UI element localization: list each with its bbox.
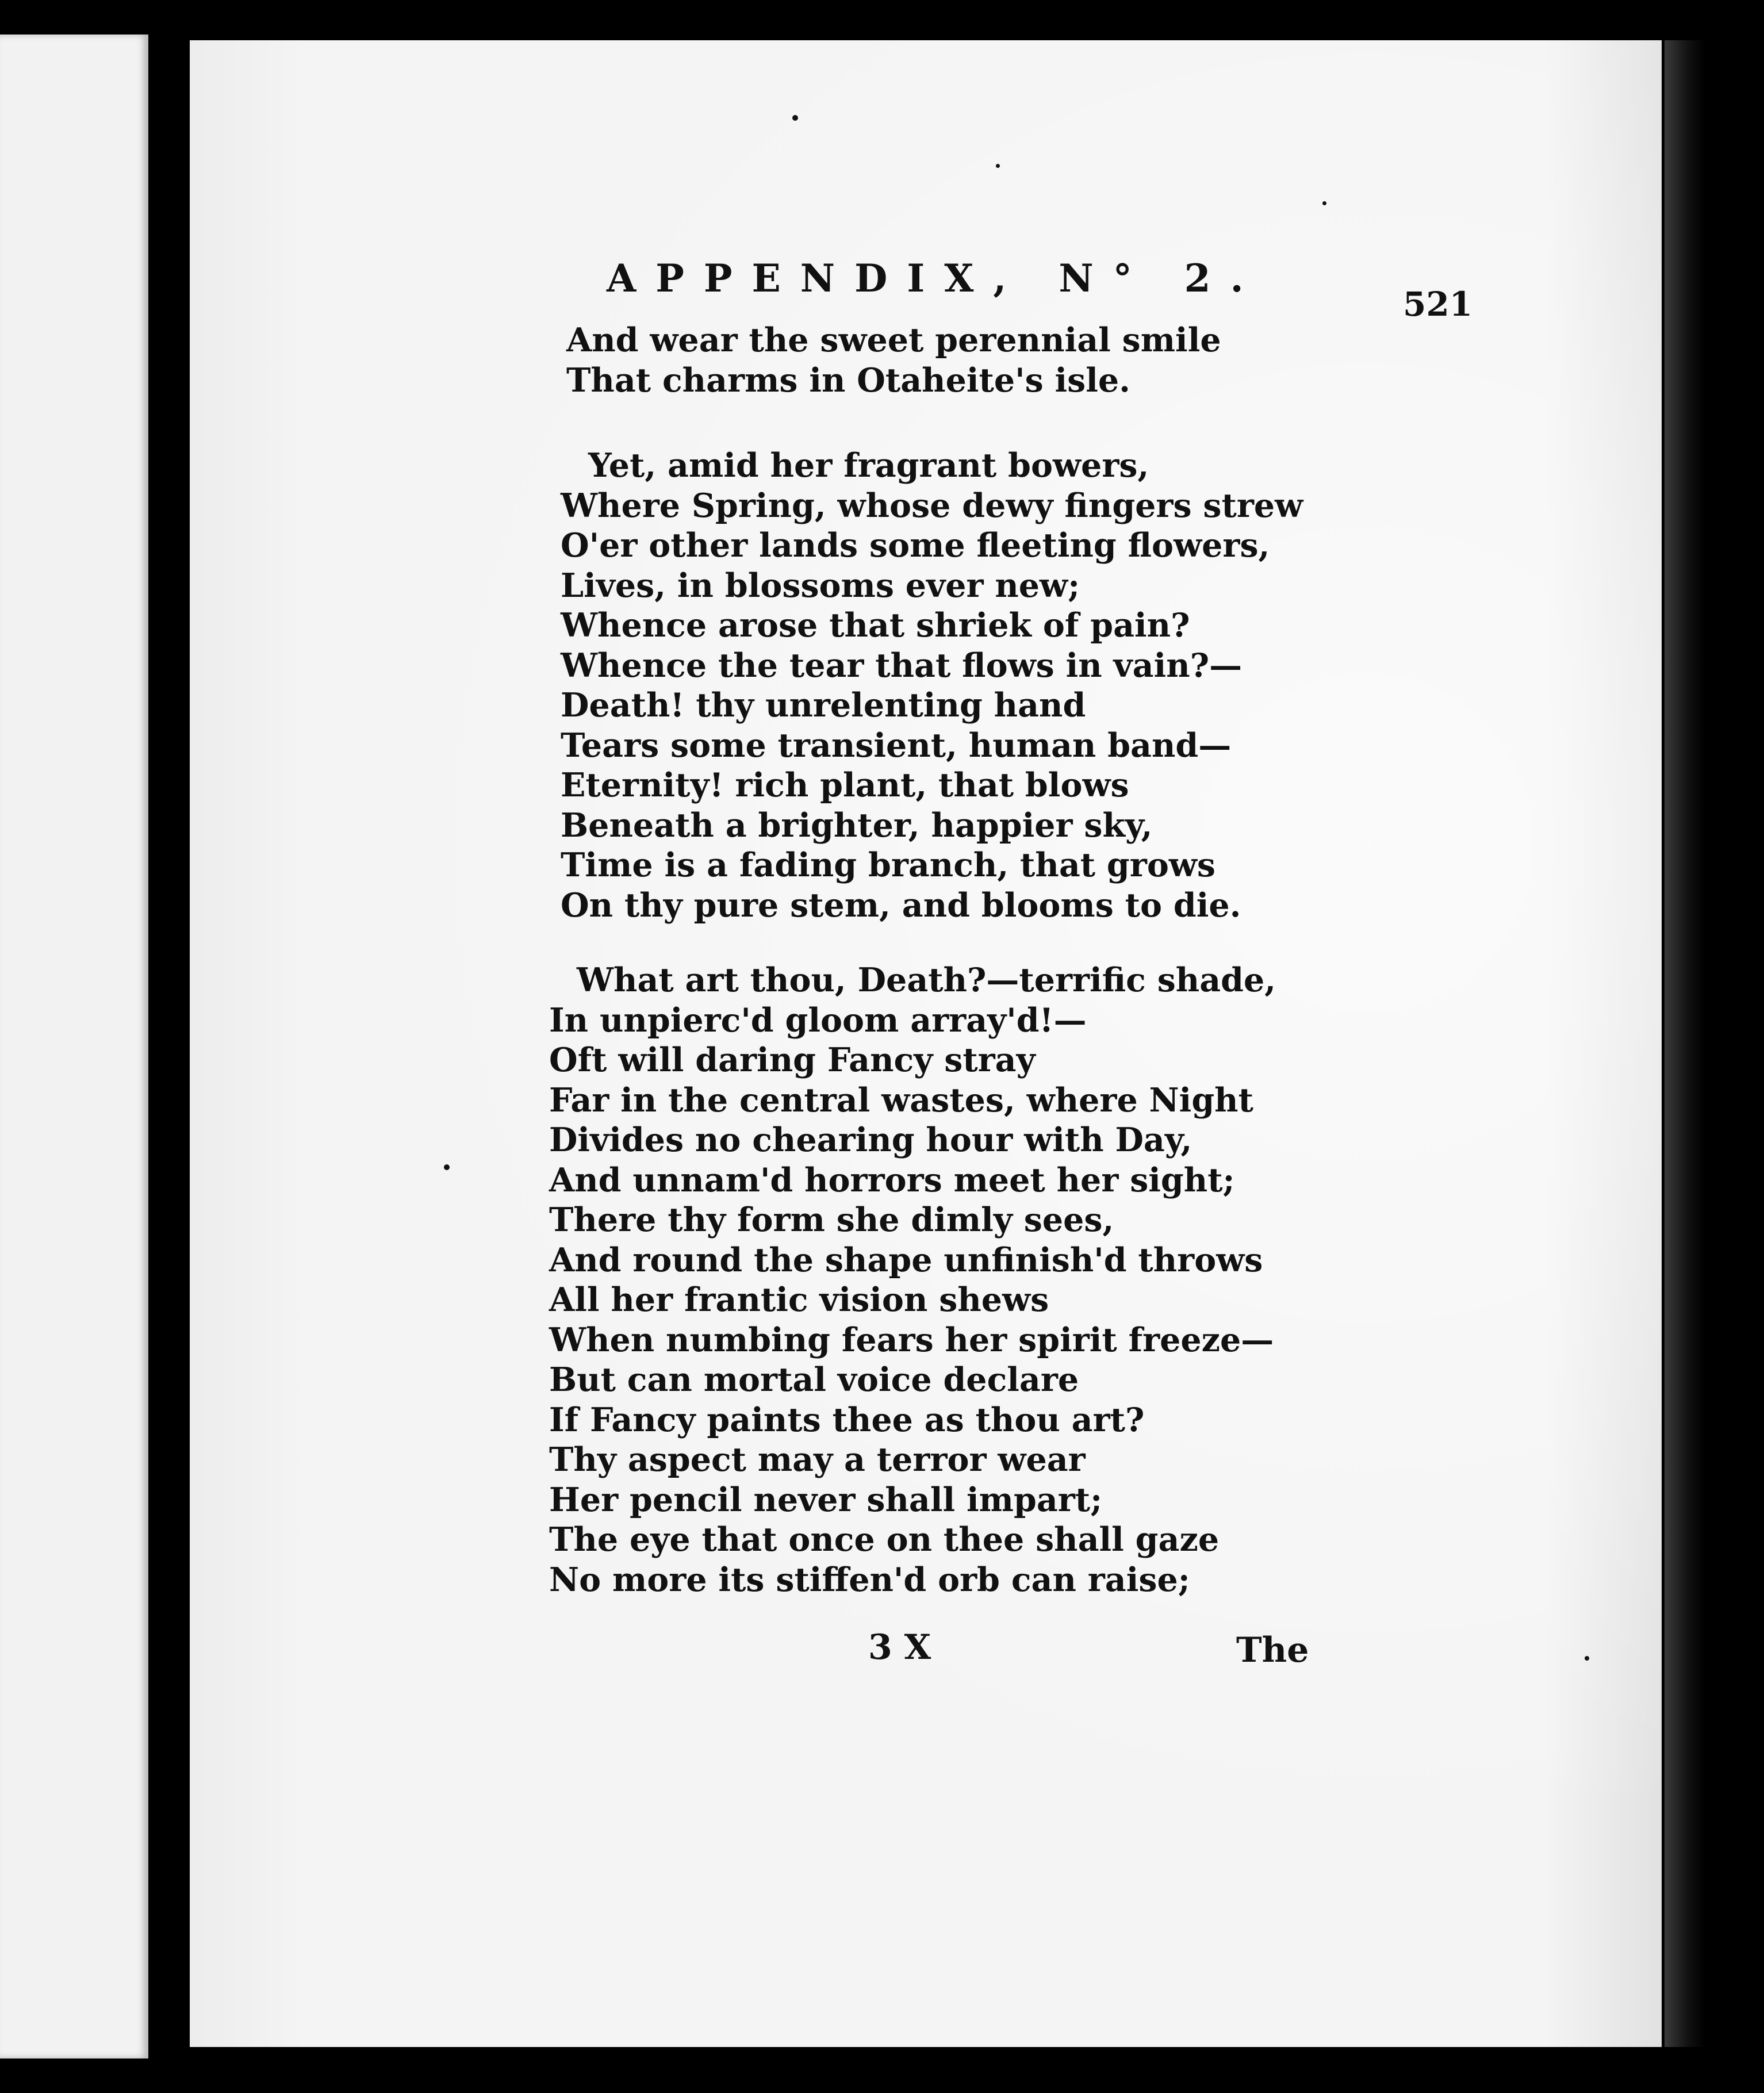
page-number: 521	[1403, 285, 1473, 324]
poem-line: Time is a fading branch, that grows	[561, 846, 1215, 884]
poem-line: Whence arose that shriek of pain?	[561, 606, 1190, 645]
ink-speck	[1322, 201, 1326, 205]
poem-line: Eternity! rich plant, that blows	[561, 766, 1129, 804]
running-head: APPENDIX, N° 2.	[607, 256, 1263, 301]
poem-line: There thy form she dimly sees,	[549, 1201, 1114, 1239]
poem-line: No more its stiffen'd orb can raise;	[549, 1560, 1190, 1599]
poem-line: And unnam'd horrors meet her sight;	[549, 1160, 1235, 1199]
poem-line: Tears some transient, human band—	[561, 726, 1232, 765]
poem-line: Thy aspect may a terror wear	[549, 1440, 1086, 1479]
ink-speck	[1585, 1656, 1589, 1661]
poem-line: But can mortal voice declare	[549, 1360, 1079, 1399]
poem-line: Beneath a brighter, happier sky,	[561, 806, 1153, 845]
poem-line: What art thou, Death?—terrific shade,	[577, 961, 1276, 999]
poem-line: In unpierc'd gloom array'd!—	[549, 1000, 1087, 1040]
poem-line: Oft will daring Fancy stray	[549, 1041, 1036, 1079]
poem-line: Her pencil never shall impart;	[549, 1480, 1103, 1519]
poem-stanza	[561, 446, 1303, 925]
ink-speck	[996, 164, 1000, 168]
poem-line: When numbing fears her spirit freeze—	[549, 1320, 1274, 1359]
poem-line: The eye that once on thee shall gaze	[549, 1520, 1220, 1559]
catchword: The	[1236, 1630, 1309, 1670]
poem-line: That charms in Otaheite's isle.	[566, 361, 1131, 400]
book-spine-edge	[1665, 40, 1705, 2047]
poem-line: Divides no chearing hour with Day,	[549, 1121, 1192, 1159]
signature-mark: 3 X	[868, 1627, 931, 1667]
poem-line: Lives, in blossoms ever new;	[561, 566, 1080, 605]
facing-page-edge	[0, 34, 148, 2058]
poem-line: If Fancy paints thee as thou art?	[549, 1400, 1145, 1439]
poem-line: On thy pure stem, and blooms to die.	[561, 885, 1241, 925]
poem-line: Far in the central wastes, where Night	[549, 1080, 1253, 1120]
ink-speck	[792, 115, 798, 121]
poem-line: Death! thy unrelenting hand	[561, 686, 1086, 724]
ink-speck	[444, 1164, 450, 1170]
poem-line: Yet, amid her fragrant bowers,	[588, 446, 1149, 485]
poem-line: And wear the sweet perennial smile	[566, 321, 1221, 359]
poem-line: And round the shape unfinish'd throws	[549, 1240, 1263, 1279]
poem-line: All her frantic vision shews	[549, 1281, 1049, 1319]
poem-line: Where Spring, whose dewy fingers strew	[561, 486, 1303, 525]
poem-line: Whence the tear that flows in vain?—	[561, 646, 1243, 685]
poem-line: O'er other lands some fleeting flowers,	[561, 526, 1270, 565]
poem-stanza	[566, 320, 1221, 400]
poem-stanza	[549, 960, 1276, 1600]
